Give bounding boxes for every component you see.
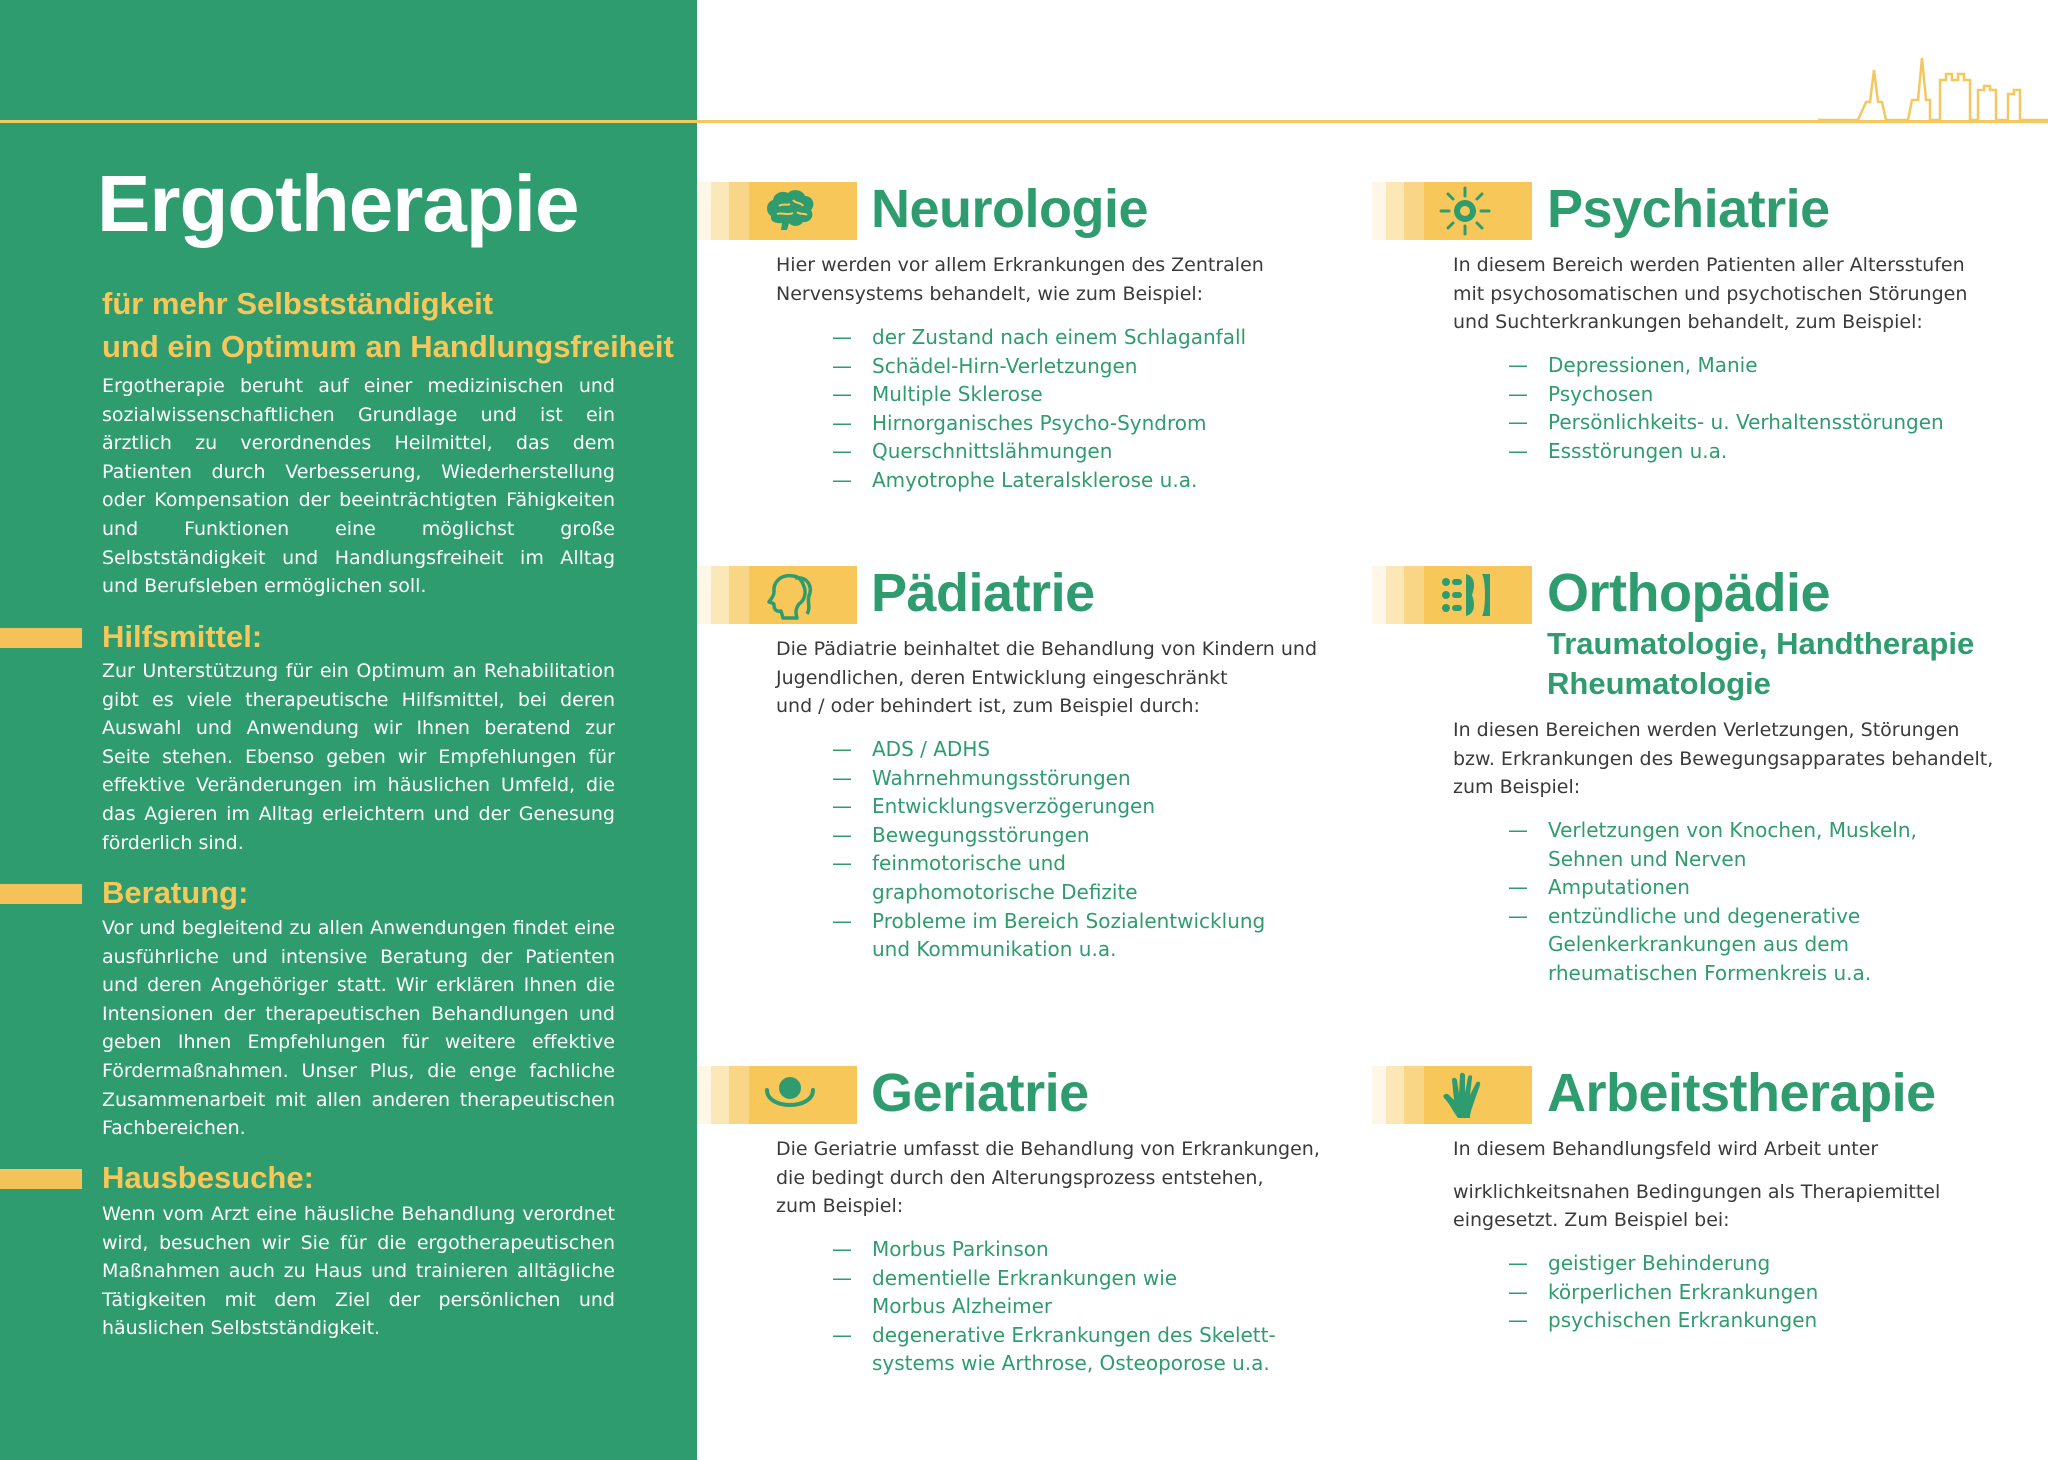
list-item-line: systems wie Arthrose, Osteoporose u.a. <box>872 1351 1270 1376</box>
paediatrie-banner <box>697 566 857 624</box>
list-item: — Multiple Sklerose <box>832 380 1246 409</box>
hausbesuche-text: Wenn vom Arzt eine häusliche Behandlung verordnet wird, besuchen wir Sie für die ergotherapeutischen Maßnahmen auch zu Haus und trainieren alltägliche Tätigkeiten mit dem Ziel der persönlichen und häuslichen Selbstständigkeit. <box>102 1203 615 1340</box>
bowl-figure-icon <box>763 1070 817 1120</box>
paediatrie-description <box>776 635 1317 721</box>
subtitle-line: für mehr Selbstständigkeit <box>102 286 494 321</box>
list-item <box>1508 816 1917 873</box>
description-line: In diesen Bereichen werden Verletzungen, Störungen <box>1453 719 1960 741</box>
psychiatrie-description <box>1453 251 1967 337</box>
description-line: und / oder behindert ist, zum Beispiel durch: <box>776 695 1200 718</box>
description-line: bzw. Erkrankungen des Bewegungsapparates behandelt, <box>1453 747 1994 770</box>
arbeitstherapie-title: Arbeitstherapie <box>1547 1063 1936 1123</box>
psychiatrie-title: Psychiatrie <box>1547 179 1830 239</box>
list-item: — der Zustand nach einem Schlaganfall <box>832 323 1246 352</box>
description-line: eingesetzt. Zum Beispiel bei: <box>1453 1209 1730 1232</box>
list-item: — Psychosen <box>1508 380 1944 409</box>
arbeitstherapie-banner <box>1372 1066 1532 1124</box>
page-subtitle <box>102 282 674 368</box>
list-item: — Querschnittslähmungen <box>832 437 1246 466</box>
paediatrie-list <box>832 735 1265 964</box>
geriatrie-list <box>832 1235 1276 1378</box>
list-item-line: Probleme im Bereich Sozialentwicklung <box>872 908 1266 933</box>
psychiatrie-list <box>1508 351 1944 465</box>
list-item-line: dementielle Erkrankungen wie <box>872 1265 1178 1290</box>
hilfsmittel-marker <box>0 628 82 648</box>
neurologie-title: Neurologie <box>871 179 1149 239</box>
list-item-line: Morbus Alzheimer <box>872 1294 1053 1319</box>
description-line: die bedingt durch den Alterungsprozess entstehen, <box>776 1166 1264 1189</box>
list-item <box>832 1264 1276 1321</box>
list-item: — Wahrnehmungsstörungen <box>832 764 1265 793</box>
child-head-icon <box>763 570 817 620</box>
hausbesuche-heading: Hausbesuche: <box>102 1160 314 1195</box>
description-line: zum Beispiel: <box>776 1195 904 1218</box>
list-item: — Essstörungen u.a. <box>1508 437 1944 466</box>
description-line: zum Beispiel: <box>1453 776 1581 799</box>
list-item: — geistiger Behinderung <box>1508 1249 1818 1278</box>
geriatrie-description <box>776 1135 1320 1221</box>
list-item <box>832 907 1265 964</box>
description-line: Hier werden vor allem Erkrankungen des Zentralen <box>776 254 1264 276</box>
orthopaedie-list <box>1508 816 1917 988</box>
subtitle-line: Traumatologie, Handtherapie <box>1547 626 1975 661</box>
list-item: — Persönlichkeits- u. Verhaltensstörungen <box>1508 408 1944 437</box>
orthopaedie-description <box>1453 716 1993 802</box>
psychiatrie-banner <box>1372 182 1532 240</box>
hilfsmittel-text: Zur Unterstützung für ein Optimum an Rehabilitation gibt es viele therapeutische Hilfsmittel, bei deren Auswahl und Anwendung wir Ihnen beratend zur Seite stehen. Ebenso geben wir Empfehlungen für effektive Veränderungen im häuslichen Umfeld, die das Agieren im Alltag erleichtern und der Genesung förderlich sind. <box>102 660 615 854</box>
list-item: — Amyotrophe Lateralsklerose u.a. <box>832 466 1246 495</box>
neurologie-description <box>776 251 1264 308</box>
description-line: wirklichkeitsnahen Bedingungen als Therapiemittel <box>1453 1180 1941 1203</box>
list-item <box>832 849 1265 906</box>
list-item-line: entzündliche und degenerative <box>1548 903 1861 928</box>
list-item-line: und Kommunikation u.a. <box>872 937 1117 962</box>
list-item: — Depressionen, Manie <box>1508 351 1944 380</box>
description-line: Die Geriatrie umfasst die Behandlung von Erkrankungen, <box>776 1138 1320 1160</box>
description-line: und Suchterkrankungen behandelt, zum Beispiel: <box>1453 311 1923 334</box>
beratung-marker <box>0 884 82 904</box>
arbeitstherapie-description <box>1453 1135 1940 1235</box>
orthopaedie-banner <box>1372 566 1532 624</box>
hilfsmittel-heading: Hilfsmittel: <box>102 619 263 654</box>
list-item-line: Verletzungen von Knochen, Muskeln, <box>1548 818 1917 842</box>
list-item-line: degenerative Erkrankungen des Skelett- <box>872 1322 1276 1347</box>
sun-icon <box>1438 186 1492 236</box>
list-item: — Morbus Parkinson <box>832 1235 1276 1264</box>
list-item: — Schädel-Hirn-Verletzungen <box>832 352 1246 381</box>
description-line: Jugendlichen, deren Entwicklung eingeschränkt <box>776 666 1228 689</box>
description-line: Die Pädiatrie beinhaltet die Behandlung von Kindern und <box>776 638 1318 660</box>
list-item-line: Gelenkerkrankungen aus dem <box>1548 932 1850 957</box>
subtitle-line: Rheumatologie <box>1547 666 1771 701</box>
list-item <box>1508 902 1917 988</box>
list-item-line: Sehnen und Nerven <box>1548 846 1747 871</box>
paediatrie-title: Pädiatrie <box>871 563 1095 623</box>
list-item-line: feinmotorische und <box>872 851 1066 876</box>
neurologie-banner <box>697 182 857 240</box>
description-line: Nervensystems behandelt, wie zum Beispiel: <box>776 282 1204 305</box>
orthopaedie-title: Orthopädie <box>1547 563 1831 623</box>
list-item: — psychischen Erkrankungen <box>1508 1306 1818 1335</box>
geriatrie-banner <box>697 1066 857 1124</box>
beratung-text: Vor und begleitend zu allen Anwendungen findet eine ausführliche und intensive Beratung der Patienten und deren Angehöriger statt. Wir erklären Ihnen die Intensionen der therapeutischen Behandlungen und geben Ihnen Empfehlungen für weitere effektive Fördermaßnahmen. Unser Plus, die enge fachliche Zusammenarbeit mit allen anderen therapeutischen Fachbereichen. <box>102 917 615 1140</box>
description-line: In diesem Bereich werden Patienten aller Altersstufen <box>1453 254 1965 276</box>
hausbesuche-marker <box>0 1169 82 1189</box>
brain-icon <box>763 186 817 236</box>
orthopaedie-subtitle <box>1547 624 1974 704</box>
subtitle-line: und ein Optimum an Handlungsfreiheit <box>102 329 674 364</box>
top-divider-line <box>0 120 2048 123</box>
list-item: — Entwicklungsverzögerungen <box>832 792 1265 821</box>
list-item: — körperlichen Erkrankungen <box>1508 1278 1818 1307</box>
arbeitstherapie-list <box>1508 1249 1818 1335</box>
intro-text: Ergotherapie beruht auf einer medizinischen und sozialwissenschaftlichen Grundlage und ist ein ärztlich zu verordnendes Heilmittel, das dem Patienten durch Verbesserung, Wiederherstellung oder Kompensation der beeinträchtigten Fähigkeiten und Funktionen eine möglichst große Selbstständigkeit und Handlungsfreiheit im Alltag und Berufsleben ermöglichen soll. <box>102 375 615 598</box>
neurologie-list <box>832 323 1246 495</box>
description-line: In diesem Behandlungsfeld wird Arbeit unter <box>1453 1138 1879 1160</box>
page-title: Ergotherapie <box>97 159 579 248</box>
list-item: — Bewegungsstörungen <box>832 821 1265 850</box>
joint-icon <box>1438 570 1492 620</box>
description-line: mit psychosomatischen und psychotischen Störungen <box>1453 282 1968 305</box>
list-item: — Hirnorganisches Psycho-Syndrom <box>832 409 1246 438</box>
list-item: — Amputationen <box>1508 873 1917 902</box>
list-item-line: rheumatischen Formenkreis u.a. <box>1548 960 1872 985</box>
list-item <box>832 1321 1276 1378</box>
beratung-heading: Beratung: <box>102 875 249 910</box>
geriatrie-title: Geriatrie <box>871 1063 1089 1123</box>
list-item: — ADS / ADHS <box>832 735 1265 764</box>
hand-icon <box>1438 1070 1492 1120</box>
city-skyline-icon <box>1818 52 2048 124</box>
list-item-line: graphomotorische Defizite <box>872 879 1138 904</box>
